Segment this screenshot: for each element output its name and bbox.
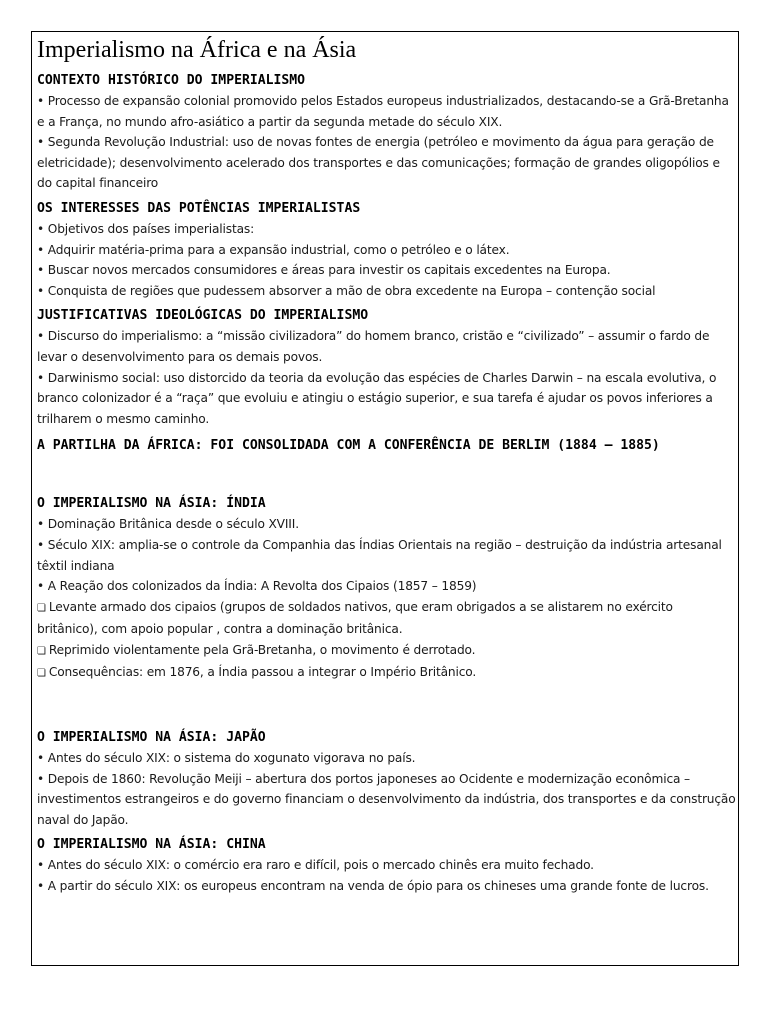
list-item: • A partir do século XIX: os europeus encontram na venda de ópio para os chineses uma grande fonte de lucros. — [37, 876, 737, 897]
list-item: • Adquirir matéria-prima para a expansão industrial, como o petróleo e o látex. — [37, 240, 737, 261]
section-justificativas — [37, 306, 737, 429]
list-item: • Processo de expansão colonial promovido pelos Estados europeus industrializados, destacando-se a Grã-Bretanha e a França, no mundo afro-asiático a partir da segunda metade do século XIX. — [37, 91, 737, 132]
list-item: • Antes do século XIX: o comércio era raro e difícil, pois o mercado chinês era muito fechado. — [37, 855, 737, 876]
section-japao — [37, 728, 737, 830]
section-partilha — [37, 436, 737, 456]
list-item: • Segunda Revolução Industrial: uso de novas fontes de energia (petróleo e movimento da água para geração de eletricidade); desenvolvimento acelerado dos transportes e das comunicações; formação de grandes oligopólios e do capital financeiro — [37, 132, 737, 194]
list-item: • A Reação dos colonizados da Índia: A Revolta dos Cipaios (1857 – 1859) — [37, 576, 737, 597]
list-item: • Dominação Britânica desde o século XVIII. — [37, 514, 737, 535]
checkbox-list-item: ❏ Levante armado dos cipaios (grupos de soldados nativos, que eram obrigados a se alistarem no exército britânico), com apoio popular , contra a dominação britânica. — [37, 597, 737, 640]
section-heading: O IMPERIALISMO NA ÁSIA: CHINA — [37, 837, 266, 853]
list-item: • Darwinismo social: uso distorcido da teoria da evolução das espécies de Charles Darwin – na escala evolutiva, o branco colonizador é a “raça” que evoluiu e atingiu o estágio superior, e sua tarefa é ajudar os povos inferiores a trilharem o mesmo caminho. — [37, 368, 737, 430]
section-heading: O IMPERIALISMO NA ÁSIA: JAPÃO — [37, 730, 266, 746]
checkbox-list-item: ❏ Consequências: em 1876, a Índia passou a integrar o Império Britânico. — [37, 662, 737, 685]
section-china — [37, 835, 737, 896]
list-item: • Objetivos dos países imperialistas: — [37, 219, 737, 240]
section-interesses — [37, 199, 737, 301]
list-item: • Buscar novos mercados consumidores e áreas para investir os capitais excedentes na Europa. — [37, 260, 737, 281]
document-title: Imperialismo na África e na Ásia — [37, 37, 357, 63]
list-item: • Conquista de regiões que pudessem absorver a mão de obra excedente na Europa – contenção social — [37, 281, 737, 302]
document-content — [37, 35, 737, 897]
section-heading: OS INTERESSES DAS POTÊNCIAS IMPERIALISTAS — [37, 200, 361, 216]
section-heading: A PARTILHA DA ÁFRICA: FOI CONSOLIDADA COM A CONFERÊNCIA DE BERLIM (1884 – 1885) — [37, 438, 660, 454]
checkbox-list-item: ❏ Reprimido violentamente pela Grã-Bretanha, o movimento é derrotado. — [37, 640, 737, 663]
list-item: • Antes do século XIX: o sistema do xogunato vigorava no país. — [37, 748, 737, 769]
section-heading: O IMPERIALISMO NA ÁSIA: ÍNDIA — [37, 496, 266, 512]
section-contexto — [37, 71, 737, 194]
list-item: • Depois de 1860: Revolução Meiji – abertura dos portos japoneses ao Ocidente e modernização econômica – investimentos estrangeiros e do governo financiam o desenvolvimento da indústria, dos transportes e da construção naval do Japão. — [37, 769, 737, 831]
list-item: • Discurso do imperialismo: a “missão civilizadora” do homem branco, cristão e “civilizado” – assumir o fardo de levar o desenvolvimento para os demais povos. — [37, 326, 737, 367]
section-heading: CONTEXTO HISTÓRICO DO IMPERIALISMO — [37, 73, 306, 88]
section-india — [37, 494, 737, 685]
list-item: • Século XIX: amplia-se o controle da Companhia das Índias Orientais na região – destruição da indústria artesanal têxtil indiana — [37, 535, 737, 576]
section-heading: JUSTIFICATIVAS IDEOLÓGICAS DO IMPERIALISMO — [37, 308, 369, 324]
